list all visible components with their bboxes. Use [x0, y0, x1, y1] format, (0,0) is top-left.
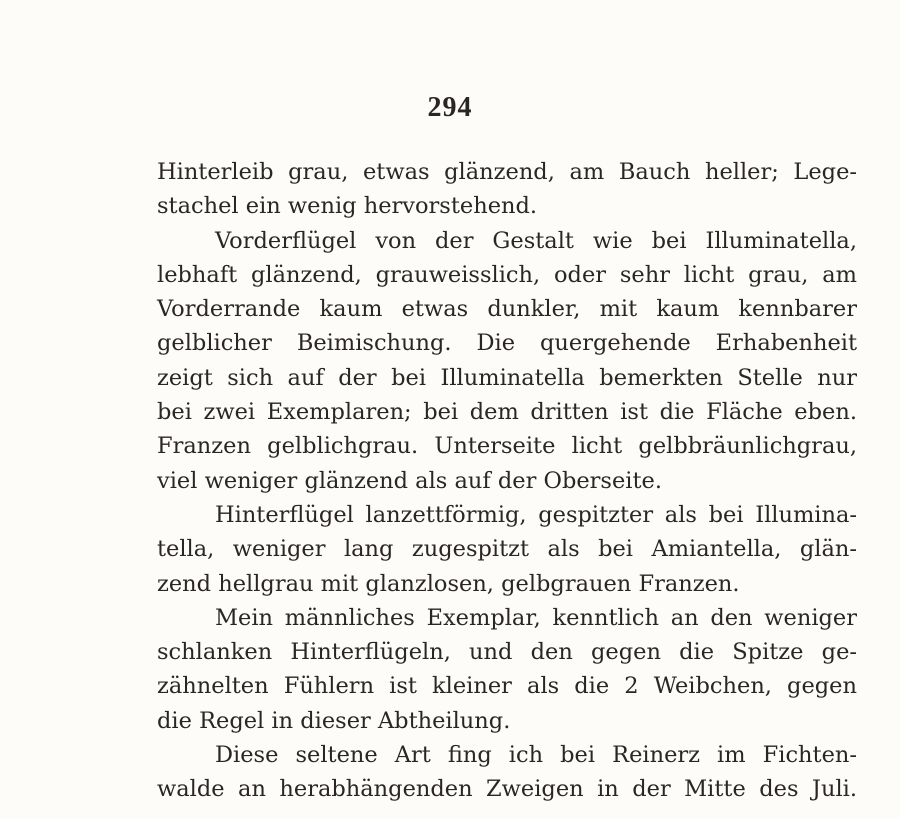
text-line: zähnelten Fühlern ist kleiner als die 2 Weibchen, gegen [157, 673, 857, 700]
text-line: Hinterflügel lanzettförmig, gespitzter als bei Illumina- [215, 501, 857, 528]
text-line: Franzen gelblichgrau. Unterseite licht gelbbräunlichgrau, [157, 433, 857, 460]
text-line: die Regel in dieser Abtheilung. [157, 707, 511, 734]
text-line: Vorderflügel von der Gestalt wie bei Illuminatella, [215, 227, 857, 254]
text-line: tella, weniger lang zugespitzt als bei Amiantella, glän- [157, 536, 857, 563]
text-line: stachel ein wenig hervorstehend. [157, 193, 538, 220]
text-line: zeigt sich auf der bei Illuminatella bemerkten Stelle nur [157, 364, 857, 391]
text-line: Diese seltene Art fing ich bei Reinerz im Fichten- [215, 742, 857, 769]
text-line: walde an herabhängenden Zweigen in der Mitte des Juli. [157, 776, 857, 803]
text-line: Mein männliches Exemplar, kenntlich an den weniger [215, 604, 857, 631]
text-line: zend hellgrau mit glanzlosen, gelbgrauen Franzen. [157, 570, 740, 597]
text-line: Vorderrande kaum etwas dunkler, mit kaum kennbarer [157, 296, 857, 323]
page-number: 294 [427, 92, 473, 123]
text-line: lebhaft glänzend, grauweisslich, oder sehr licht grau, am [157, 261, 857, 288]
text-line: viel weniger glänzend als auf der Oberseite. [157, 467, 662, 494]
body-text [157, 155, 857, 807]
text-line: schlanken Hinterflügeln, und den gegen die Spitze ge- [157, 639, 857, 666]
text-line: bei zwei Exemplaren; bei dem dritten ist die Fläche eben. [157, 399, 857, 426]
text-line: gelblicher Beimischung. Die quergehende Erhabenheit [157, 330, 857, 357]
text-line: Hinterleib grau, etwas glänzend, am Bauch heller; Lege- [157, 159, 857, 185]
